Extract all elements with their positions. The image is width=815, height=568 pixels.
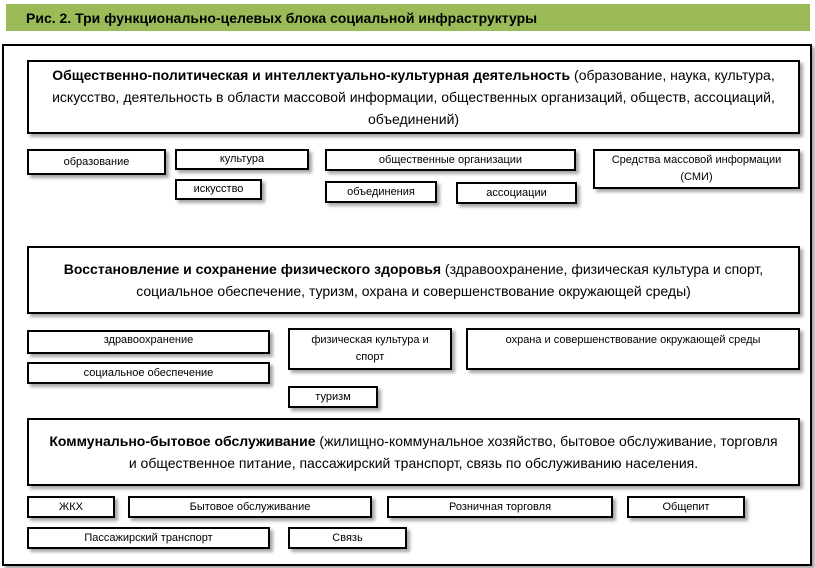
item-healthcare [27,330,270,354]
item-label: здравоохранение [103,334,194,346]
item-consumer-services [128,496,372,518]
item-social-security [27,362,270,384]
item-label: культура [219,153,265,165]
item-catering [627,496,745,518]
figure-caption [6,4,810,31]
block-title: Общественно-политическая и интеллектуально-культурная деятельность [52,67,571,83]
item-label: Бытовое обслуживание [189,500,311,513]
item-label: искусство [193,183,244,195]
block-header-health [27,246,800,314]
block-header-text [47,258,780,302]
item-education [27,149,166,175]
block-title: Восстановление и сохранение физического здоровья [63,261,442,277]
item-tourism [288,386,378,408]
item-label: общественные организации [378,153,523,166]
item-public-organizations [325,149,576,171]
item-label: ассоциации [486,186,547,199]
item-label: Розничная торговля [448,500,552,513]
item-label: объединения [347,185,415,198]
block-header-text [47,430,780,474]
block-header-communal [27,418,800,486]
item-label: туризм [315,390,351,403]
item-label: Связь [332,531,363,544]
item-label: физическая культура и спорт [311,334,429,363]
item-associations [456,182,577,204]
item-passenger-transport [27,527,270,549]
item-culture [175,149,309,170]
item-housing-utilities [27,496,115,518]
block-description: (жилищно-коммунальное хозяйство, бытовое обслуживание, торговля и общественное питание, пассажирский транспорт, связь по обслуживанию населения. [128,433,778,471]
item-mass-media [593,149,800,189]
item-environment [466,328,800,370]
block-description: (здравоохранение, физическая культура и спорт, социальное обеспечение, туризм, охрана и совершенствование окружающей среды) [136,261,764,299]
item-label: Пассажирский транспорт [84,531,213,544]
item-label: Общепит [662,500,710,513]
item-physical-culture-sport [288,328,452,370]
item-label: Средства массовой информации (СМИ) [611,154,782,183]
item-label: образование [63,155,130,168]
item-communication [288,527,407,549]
item-label: ЖКХ [59,500,83,513]
block-header-civic-cultural [27,60,800,134]
block-title: Коммунально-бытовое обслуживание [49,433,316,449]
figure-caption-text: Рис. 2. Три функционально-целевых блока социальной инфраструктуры [26,9,538,26]
item-unions [325,181,437,203]
item-retail [387,496,613,518]
item-art [175,179,262,200]
item-label: социальное обеспечение [83,366,214,379]
block-header-text [39,64,788,130]
item-label: охрана и совершенствование окружающей среды [505,334,761,346]
block-description: (образование, наука, культура, искусство, деятельность в области массовой информации, общественных организаций, обществ, ассоциаций, объединений) [52,67,775,127]
